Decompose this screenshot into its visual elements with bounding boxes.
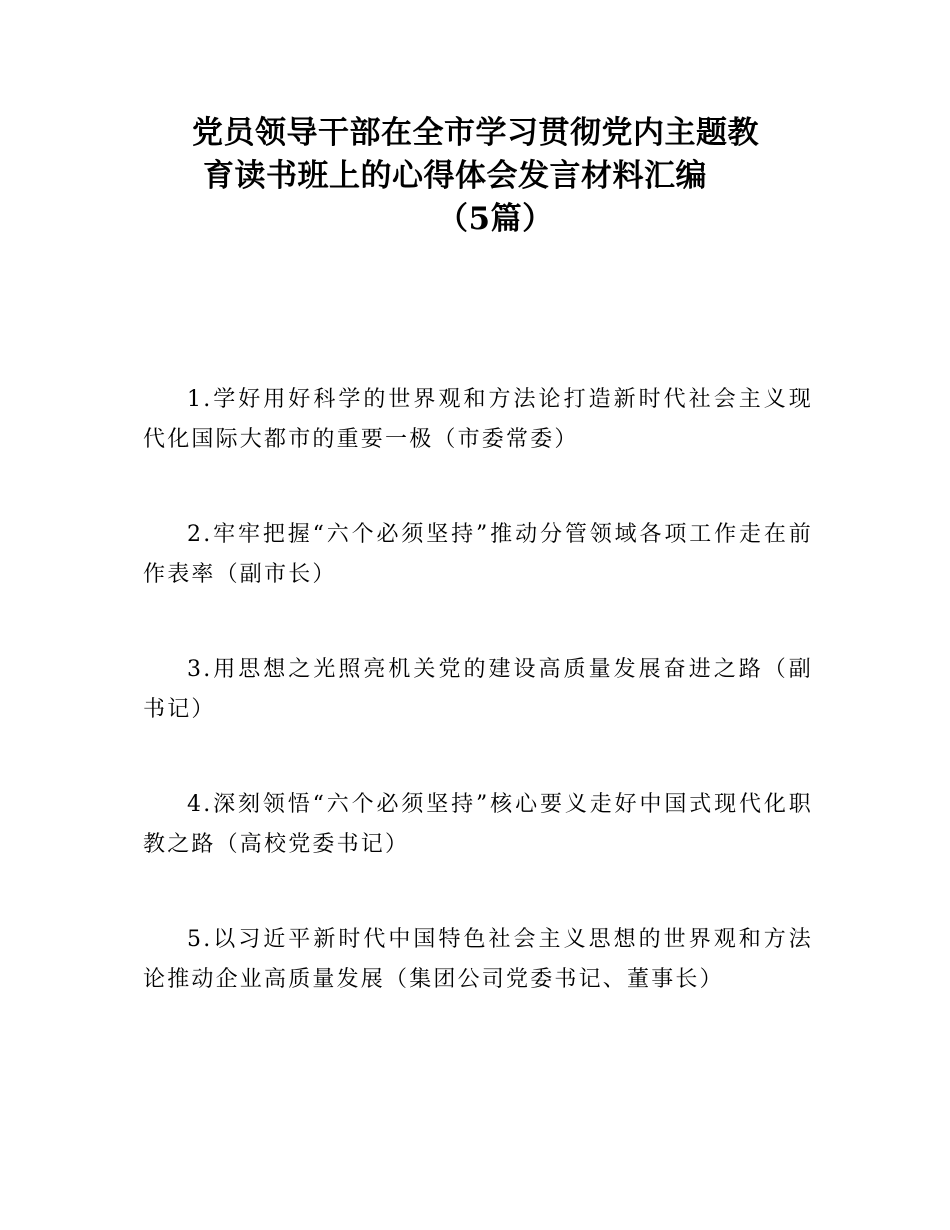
title-line-1: 党员领导干部在全市学习贯彻党内主题教 [192,115,759,151]
title-line-2: 育读书班上的心得体会发言材料汇编 [203,158,707,194]
table-of-contents [143,380,813,1000]
toc-item-5: 5.以习近平新时代中国特色社会主义思想的世界观和方法论推动企业高质量发展（集团公司党委书记、董事长） [143,927,813,992]
title-line-3: （5篇） [437,201,554,237]
document-title [0,112,950,241]
toc-item-1: 1.学好用好科学的世界观和方法论打造新时代社会主义现代化国际大都市的重要一极（市委常委） [143,387,813,452]
toc-item-2: 2.牢牢把握“六个必须坚持”推动分管领域各项工作走在前作表率（副市长） [143,522,813,587]
toc-item-4: 4.深刻领悟“六个必须坚持”核心要义走好中国式现代化职教之路（高校党委书记） [143,792,813,857]
toc-item-3: 3.用思想之光照亮机关党的建设高质量发展奋进之路（副书记） [143,657,813,722]
